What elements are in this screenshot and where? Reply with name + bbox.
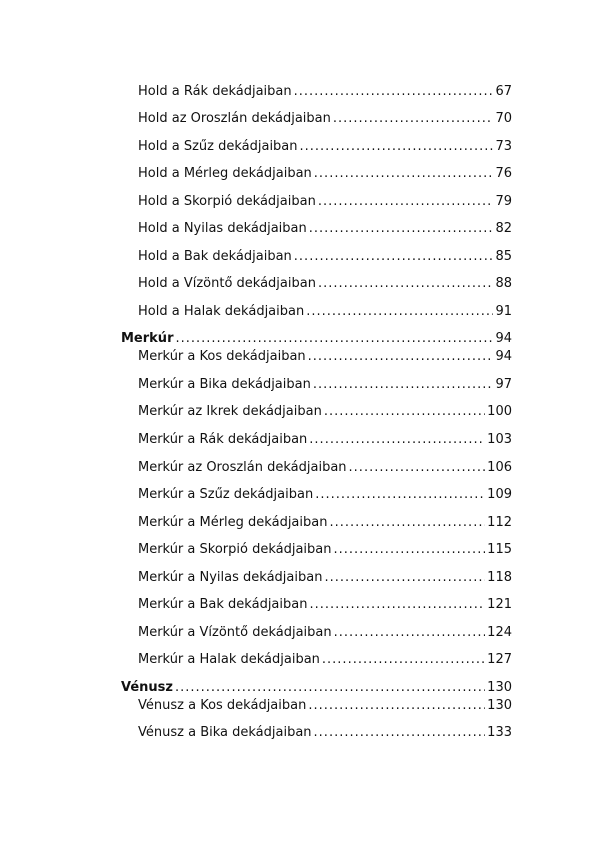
dot-leader bbox=[309, 221, 494, 237]
toc-entry-page: 73 bbox=[495, 139, 512, 154]
dot-leader bbox=[318, 194, 494, 210]
toc-entry[interactable] bbox=[138, 460, 512, 476]
toc-entry-title: Hold az Oroszlán dekádjaiban bbox=[138, 111, 331, 126]
toc-entry-title: Hold a Skorpió dekádjaiban bbox=[138, 194, 316, 209]
toc-entry-page: 106 bbox=[487, 460, 512, 475]
dot-leader bbox=[333, 542, 485, 558]
dot-leader bbox=[315, 487, 485, 503]
toc-entry[interactable] bbox=[138, 698, 512, 714]
toc-entry[interactable] bbox=[138, 515, 512, 531]
toc-entry-page: 100 bbox=[487, 404, 512, 419]
toc-entry[interactable] bbox=[138, 725, 512, 741]
toc-entry[interactable] bbox=[138, 249, 512, 265]
toc-entry[interactable] bbox=[138, 221, 512, 237]
toc-entry[interactable] bbox=[138, 194, 512, 210]
toc-entry[interactable] bbox=[138, 84, 512, 100]
toc-entry[interactable] bbox=[138, 111, 512, 127]
toc-entry[interactable] bbox=[138, 570, 512, 586]
toc-entry-title: Merkúr az Ikrek dekádjaiban bbox=[138, 404, 322, 419]
toc-entry[interactable] bbox=[138, 304, 512, 320]
toc-section-page: 94 bbox=[495, 331, 512, 346]
toc-entry-title: Merkúr a Skorpió dekádjaiban bbox=[138, 542, 332, 557]
dot-leader bbox=[308, 349, 494, 365]
toc-entry-title: Merkúr az Oroszlán dekádjaiban bbox=[138, 460, 347, 475]
toc-entry-page: 130 bbox=[487, 698, 512, 713]
toc-section-title: Vénusz bbox=[121, 680, 173, 695]
dot-leader bbox=[314, 166, 494, 182]
toc-entry-title: Hold a Szűz dekádjaiban bbox=[138, 139, 298, 154]
toc-entry[interactable] bbox=[138, 349, 512, 365]
toc-entry-page: 79 bbox=[495, 194, 512, 209]
toc-entry-title: Merkúr a Bak dekádjaiban bbox=[138, 597, 308, 612]
toc-entry-title: Merkúr a Kos dekádjaiban bbox=[138, 349, 306, 364]
toc-entry-page: 124 bbox=[487, 625, 512, 640]
dot-leader bbox=[308, 698, 485, 714]
toc-entry-page: 121 bbox=[487, 597, 512, 612]
dot-leader bbox=[334, 625, 486, 641]
toc-entry-title: Hold a Rák dekádjaiban bbox=[138, 84, 292, 99]
toc-entry-title: Vénusz a Kos dekádjaiban bbox=[138, 698, 307, 713]
toc-entry[interactable] bbox=[138, 652, 512, 668]
toc-entry-title: Hold a Bak dekádjaiban bbox=[138, 249, 292, 264]
toc-entry-title: Merkúr a Szűz dekádjaiban bbox=[138, 487, 314, 502]
toc-entry-page: 82 bbox=[495, 221, 512, 236]
toc-entry-page: 97 bbox=[495, 377, 512, 392]
toc-entry[interactable] bbox=[138, 542, 512, 558]
toc-entry-title: Merkúr a Bika dekádjaiban bbox=[138, 377, 311, 392]
toc-entry[interactable] bbox=[138, 625, 512, 641]
toc-section-title: Merkúr bbox=[121, 331, 174, 346]
toc-section-venusz[interactable] bbox=[121, 680, 512, 696]
toc-entry-page: 70 bbox=[495, 111, 512, 126]
dot-leader bbox=[309, 597, 485, 613]
dot-leader bbox=[294, 249, 494, 265]
toc-entry-page: 115 bbox=[487, 542, 512, 557]
toc-entry-page: 103 bbox=[487, 432, 512, 447]
toc-entry-title: Hold a Nyilas dekádjaiban bbox=[138, 221, 307, 236]
toc-entry-title: Vénusz a Bika dekádjaiban bbox=[138, 725, 312, 740]
toc-entry-page: 109 bbox=[487, 487, 512, 502]
toc-entry[interactable] bbox=[138, 139, 512, 155]
toc-entry-page: 85 bbox=[495, 249, 512, 264]
dot-leader bbox=[318, 276, 494, 292]
toc-entry[interactable] bbox=[138, 404, 512, 420]
dot-leader bbox=[324, 404, 485, 420]
toc-entry[interactable] bbox=[138, 276, 512, 292]
dot-leader bbox=[324, 570, 485, 586]
dot-leader bbox=[175, 680, 485, 696]
dot-leader bbox=[306, 304, 493, 320]
dot-leader bbox=[333, 111, 494, 127]
toc-entry-page: 127 bbox=[487, 652, 512, 667]
dot-leader bbox=[175, 331, 493, 347]
toc-entry[interactable] bbox=[138, 597, 512, 613]
toc-entry-page: 76 bbox=[495, 166, 512, 181]
toc-entry-page: 67 bbox=[495, 84, 512, 99]
toc-entry-title: Merkúr a Halak dekádjaiban bbox=[138, 652, 320, 667]
toc-entry-title: Hold a Mérleg dekádjaiban bbox=[138, 166, 312, 181]
toc-entry[interactable] bbox=[138, 487, 512, 503]
dot-leader bbox=[314, 725, 486, 741]
dot-leader bbox=[329, 515, 485, 531]
toc-section-page: 130 bbox=[487, 680, 512, 695]
toc-entry[interactable] bbox=[138, 166, 512, 182]
toc-entry-page: 133 bbox=[487, 725, 512, 740]
dot-leader bbox=[309, 432, 485, 448]
toc-section-merkur[interactable] bbox=[121, 331, 512, 347]
toc-entry-title: Hold a Vízöntő dekádjaiban bbox=[138, 276, 316, 291]
toc-entry[interactable] bbox=[138, 432, 512, 448]
toc-entry-page: 88 bbox=[495, 276, 512, 291]
toc-entry-title: Merkúr a Vízöntő dekádjaiban bbox=[138, 625, 332, 640]
toc-entry-title: Hold a Halak dekádjaiban bbox=[138, 304, 305, 319]
dot-leader bbox=[313, 377, 494, 393]
toc-entry-page: 91 bbox=[495, 304, 512, 319]
dot-leader bbox=[300, 139, 494, 155]
dot-leader bbox=[349, 460, 486, 476]
dot-leader bbox=[322, 652, 485, 668]
toc-entry-title: Merkúr a Rák dekádjaiban bbox=[138, 432, 308, 447]
toc-entry-page: 94 bbox=[495, 349, 512, 364]
toc-entry-title: Merkúr a Nyilas dekádjaiban bbox=[138, 570, 323, 585]
toc-entry-page: 112 bbox=[487, 515, 512, 530]
dot-leader bbox=[294, 84, 494, 100]
toc-entry[interactable] bbox=[138, 377, 512, 393]
toc-entry-title: Merkúr a Mérleg dekádjaiban bbox=[138, 515, 328, 530]
toc-entry-page: 118 bbox=[487, 570, 512, 585]
